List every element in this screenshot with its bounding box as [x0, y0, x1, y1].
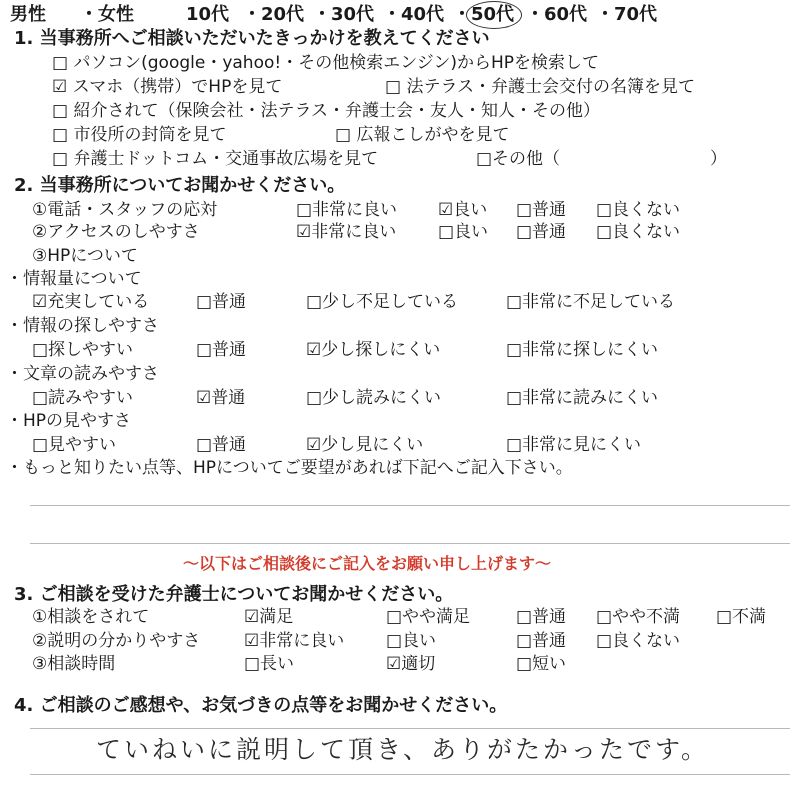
- answer-writing-line-1: [30, 728, 790, 729]
- q3-duration-long[interactable]: □長い: [244, 654, 295, 674]
- q3-satisfaction-normal[interactable]: □普通: [516, 607, 567, 627]
- age-70: ・70代: [596, 4, 658, 25]
- age-60: ・60代: [526, 4, 588, 25]
- request-writing-line-2: [30, 543, 790, 544]
- q1-option-koho-koshigaya[interactable]: □ 広報こしがやを見て: [335, 125, 510, 145]
- q2-access-bad[interactable]: □良くない: [596, 222, 681, 242]
- q1-option-houterasu-list[interactable]: □ 法テラス・弁護士会交付の名簿を見て: [385, 77, 695, 97]
- q3-dissatisfied[interactable]: □不満: [716, 607, 767, 627]
- answer-writing-line-2: [30, 774, 790, 775]
- q3-clarity-bad[interactable]: □良くない: [596, 631, 681, 651]
- q2-info-label: ・情報量について: [6, 269, 142, 289]
- q1-option-referral[interactable]: □ 紹介されて（保険会社・法テラス・弁護士会・友人・知人・その他）: [52, 101, 600, 121]
- q2-phone-bad[interactable]: □良くない: [596, 200, 681, 220]
- q1-option-other[interactable]: □その他（: [476, 149, 561, 169]
- q3-satisfaction-label: ①相談をされて: [32, 607, 150, 627]
- q1-option-bengoshi-dotcom[interactable]: □ 弁護士ドットコム・交通事故広場を見て: [52, 149, 379, 169]
- q2-info-very-lacking[interactable]: □非常に不足している: [506, 292, 676, 312]
- gender-female: ・女性: [80, 4, 134, 25]
- q2-view-label: ・HPの見やすさ: [6, 411, 132, 431]
- q2-read-label: ・文章の読みやすさ: [6, 364, 159, 384]
- age-40: ・40代: [383, 4, 445, 25]
- q2-phone-label: ①電話・スタッフの応対: [32, 200, 218, 220]
- q2-info-slightly-lacking[interactable]: □少し不足している: [306, 292, 459, 312]
- q4-handwritten-answer: ていねいに説明して頂き、ありがたかったです。: [96, 735, 710, 764]
- q2-phone-good[interactable]: ☑良い: [438, 200, 488, 220]
- q2-info-rich[interactable]: ☑充実している: [32, 292, 150, 312]
- age-50: ・50代: [453, 4, 515, 25]
- q3-somewhat-satisfied[interactable]: □やや満足: [386, 607, 471, 627]
- q3-clarity-good[interactable]: □良い: [386, 631, 437, 651]
- q3-clarity-very-good[interactable]: ☑非常に良い: [244, 631, 345, 651]
- q2-access-normal[interactable]: □普通: [516, 222, 567, 242]
- age-10: 10代: [186, 4, 230, 25]
- q2-view-normal[interactable]: □普通: [196, 435, 247, 455]
- q3-duration-short[interactable]: □短い: [516, 654, 567, 674]
- q2-title: 2. 当事務所についてお聞かせください。: [14, 175, 346, 196]
- q2-phone-normal[interactable]: □普通: [516, 200, 567, 220]
- age-20: ・20代: [243, 4, 305, 25]
- q3-clarity-label: ②説明の分かりやすさ: [32, 631, 201, 651]
- q3-duration-label: ③相談時間: [32, 654, 116, 674]
- q1-title: 1. 当事務所へご相談いただいたきっかけを教えてください: [14, 28, 490, 49]
- q3-duration-appropriate[interactable]: ☑適切: [386, 654, 436, 674]
- q2-search-very-hard[interactable]: □非常に探しにくい: [506, 340, 659, 360]
- q2-search-slightly-hard[interactable]: ☑少し探しにくい: [306, 340, 441, 360]
- q2-search-easy[interactable]: □探しやすい: [32, 340, 134, 360]
- q4-title: 4. ご相談のご感想や、お気づきの点等をお聞かせください。: [14, 695, 508, 716]
- q1-option-city-envelope[interactable]: □ 市役所の封筒を見て: [52, 125, 227, 145]
- q2-view-slightly-hard[interactable]: ☑少し見にくい: [306, 435, 424, 455]
- q1-option-pc[interactable]: □ パソコン(google・yahoo!・その他検索エンジン)からHPを検索して: [52, 53, 600, 73]
- q2-view-easy[interactable]: □見やすい: [32, 435, 117, 455]
- q3-clarity-normal[interactable]: □普通: [516, 631, 567, 651]
- request-writing-line-1: [30, 505, 790, 506]
- q2-request-prompt: ・もっと知りたい点等、HPについてご要望があれば下記へご記入下さい。: [6, 458, 573, 478]
- q2-read-very-hard[interactable]: □非常に読みにくい: [506, 388, 659, 408]
- q2-info-normal[interactable]: □普通: [196, 292, 247, 312]
- age-30: ・30代: [313, 4, 375, 25]
- q2-access-very-good[interactable]: ☑非常に良い: [296, 222, 397, 242]
- q2-search-normal[interactable]: □普通: [196, 340, 247, 360]
- q2-read-slightly-hard[interactable]: □少し読みにくい: [306, 388, 442, 408]
- q2-view-very-hard[interactable]: □非常に見にくい: [506, 435, 642, 455]
- age-50-circle-mark: [466, 1, 522, 29]
- q2-search-label: ・情報の探しやすさ: [6, 316, 159, 336]
- q2-access-label: ②アクセスのしやすさ: [32, 222, 200, 242]
- q2-phone-very-good[interactable]: □非常に良い: [296, 200, 398, 220]
- q3-title: 3. ご相談を受けた弁護士についてお聞かせください。: [14, 584, 454, 605]
- post-consultation-notice: ～以下はご相談後にご記入をお願い申し上げます～: [183, 554, 552, 573]
- q2-hp-label: ③HPについて: [32, 246, 138, 266]
- q1-option-smartphone[interactable]: ☑ スマホ（携帯）でHPを見て: [52, 77, 283, 97]
- gender-male: 男性: [10, 4, 46, 25]
- q3-somewhat-dissatisfied[interactable]: □やや不満: [596, 607, 681, 627]
- q2-read-easy[interactable]: □読みやすい: [32, 388, 134, 408]
- q3-satisfied[interactable]: ☑満足: [244, 607, 294, 627]
- q2-read-normal[interactable]: ☑普通: [196, 388, 246, 408]
- q1-other-close-paren: ）: [710, 149, 727, 169]
- q2-access-good[interactable]: □良い: [438, 222, 489, 242]
